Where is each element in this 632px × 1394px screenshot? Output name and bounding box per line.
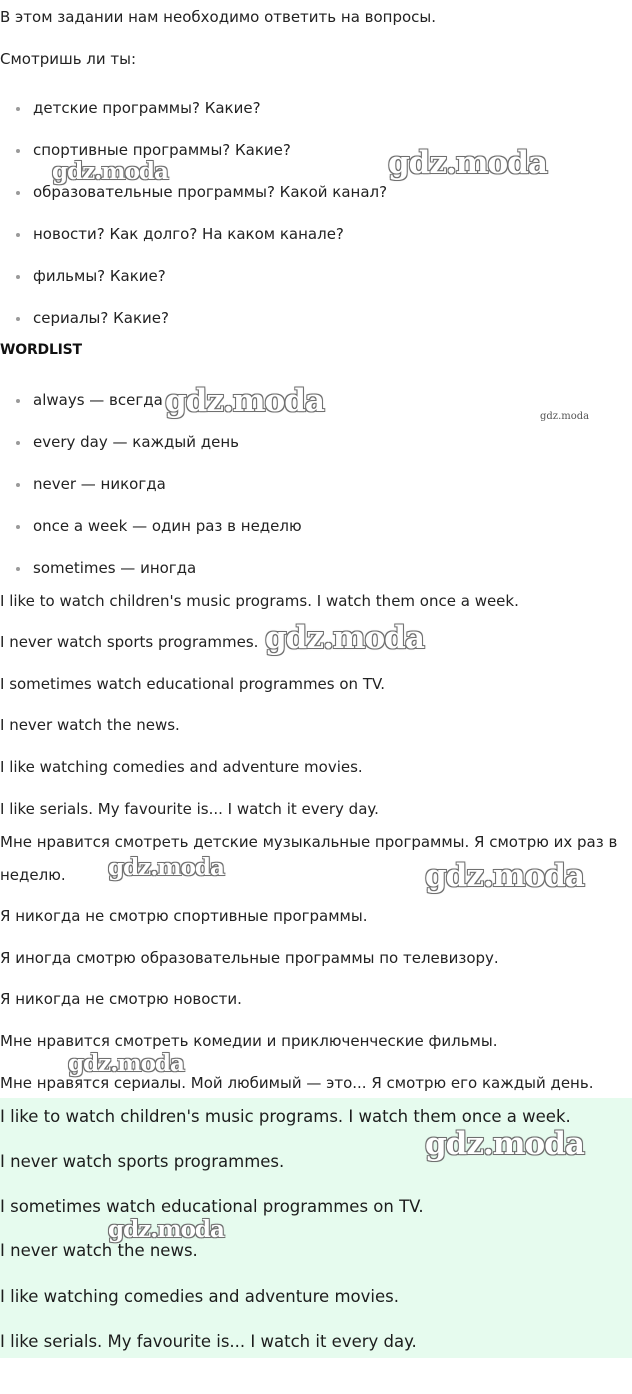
bullet-icon — [16, 483, 20, 487]
answer-line: I never watch sports programmes. — [0, 633, 259, 651]
answer-line: I like to watch children's music programs. I watch them once a week. — [0, 592, 519, 610]
bullet-icon — [16, 525, 20, 529]
bullet-icon — [16, 441, 20, 445]
wordlist-item: once a week — один раз в неделю — [33, 517, 302, 535]
watermark: gdz.moda — [540, 411, 590, 422]
list-item: сериалы? Какие? — [33, 309, 169, 327]
watermark: gdz.moda — [388, 145, 547, 181]
bullet-icon — [16, 233, 20, 237]
translation-line: Мне нравится смотреть комедии и приключенческие фильмы. — [0, 1032, 498, 1050]
highlighted-answer-line: I sometimes watch educational programmes on TV. — [0, 1197, 424, 1216]
highlighted-answer-line: I like to watch children's music programs. I watch them once a week. — [0, 1107, 571, 1126]
watermark: gdz.moda — [165, 383, 324, 419]
watermark: gdz.moda — [425, 1126, 584, 1162]
wordlist-item: sometimes — иногда — [33, 559, 197, 577]
list-item: спортивные программы? Какие? — [33, 141, 291, 159]
list-item: фильмы? Какие? — [33, 267, 166, 285]
bullet-icon — [16, 317, 20, 321]
answer-line: I like watching comedies and adventure movies. — [0, 758, 363, 776]
translation-line: Я никогда не смотрю спортивные программы. — [0, 907, 368, 925]
wordlist-item: always — всегда — [33, 391, 163, 409]
watermark: gdz.moda — [425, 858, 584, 894]
watermark: gdz.moda — [52, 158, 168, 185]
translation-line: Мне нравится смотреть детские музыкальные программы. Я смотрю их раз в неделю. — [0, 833, 618, 884]
list-item: новости? Как долго? На каком канале? — [33, 225, 344, 243]
answer-line: I like serials. My favourite is... I watch it every day. — [0, 800, 379, 818]
list-item: образовательные программы? Какой канал? — [33, 183, 388, 201]
answer-line: I sometimes watch educational programmes on TV. — [0, 675, 386, 693]
question-lead: Смотришь ли ты: — [0, 50, 137, 68]
highlighted-answer-line: I like serials. My favourite is... I watch it every day. — [0, 1332, 417, 1351]
highlighted-answer-line: I like watching comedies and adventure movies. — [0, 1287, 399, 1306]
list-item: детские программы? Какие? — [33, 99, 261, 117]
watermark: gdz.moda — [68, 1050, 184, 1077]
bullet-icon — [16, 567, 20, 571]
bullet-icon — [16, 399, 20, 403]
wordlist-heading: WORDLIST — [0, 342, 82, 358]
answer-line: I never watch the news. — [0, 716, 180, 734]
highlighted-answer-line: I never watch the news. — [0, 1241, 198, 1260]
bullet-icon — [16, 107, 20, 111]
wordlist-item: never — никогда — [33, 475, 166, 493]
bullet-icon — [16, 149, 20, 153]
highlighted-answer-line: I never watch sports programmes. — [0, 1152, 285, 1171]
watermark: gdz.moda — [108, 1216, 224, 1243]
intro-text: В этом задании нам необходимо ответить на вопросы. — [0, 8, 437, 26]
translation-line: Я иногда смотрю образовательные программы по телевизору. — [0, 949, 499, 967]
bullet-icon — [16, 275, 20, 279]
translation-line: Я никогда не смотрю новости. — [0, 990, 242, 1008]
watermark: gdz.moda — [108, 854, 224, 881]
watermark: gdz.moda — [265, 620, 424, 656]
translation-line: Мне нравятся сериалы. Мой любимый — это... Я смотрю его каждый день. — [0, 1074, 594, 1092]
bullet-icon — [16, 191, 20, 195]
wordlist-item: every day — каждый день — [33, 433, 240, 451]
